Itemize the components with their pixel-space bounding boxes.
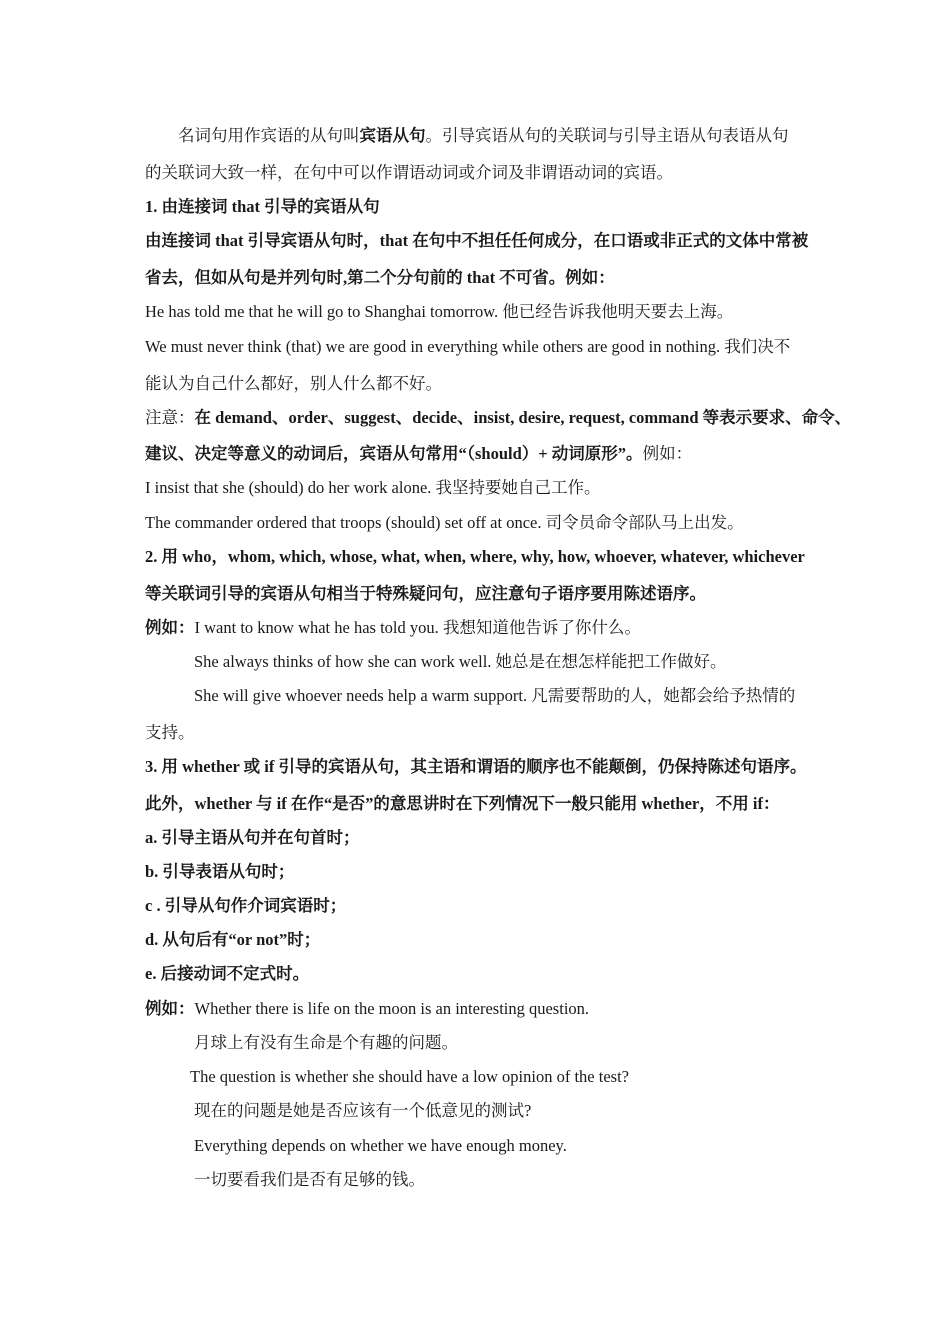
- example-sentence: We must never think (that) we are good in everything while others are good in nothing. 我们决不: [145, 337, 791, 356]
- list-item: c . 引导从句作介词宾语时；: [145, 896, 347, 915]
- example-line: [145, 617, 641, 639]
- example-label: 例如：: [145, 618, 195, 637]
- example-sentence: I want to know what he has told you. 我想知道他告诉了你什么。: [194, 618, 641, 637]
- section-3-heading-line-1: 3. 用 whether 或 if 引导的宾语从句，其主语和谓语的顺序也不能颠倒，仍保持陈述句语序。: [145, 757, 807, 776]
- section-1-heading: 1. 由连接词 that 引导的宾语从句: [145, 197, 380, 216]
- example-sentence: The question is whether she should have a low opinion of the test?: [190, 1067, 629, 1086]
- section-2-heading-line-2: 等关联词引导的宾语从句相当于特殊疑问句，应注意句子语序要用陈述语序。: [145, 584, 706, 603]
- note-text: 在 demand、order、suggest、decide、insist, desire, request, command 等表示要求、命令、: [194, 408, 852, 427]
- term-object-clause: 宾语从句: [359, 126, 426, 145]
- note-text: 例如：: [642, 444, 693, 463]
- note-label: 注意：: [145, 408, 195, 427]
- note-line-2: [145, 443, 692, 465]
- example-sentence: Everything depends on whether we have enough money.: [194, 1136, 567, 1155]
- example-sentence: He has told me that he will go to Shanghai tomorrow. 他已经告诉我他明天要去上海。: [145, 302, 734, 321]
- list-item: b. 引导表语从句时；: [145, 862, 295, 881]
- example-sentence: She always thinks of how she can work well. 她总是在想怎样能把工作做好。: [194, 652, 727, 671]
- example-sentence: 支持。: [145, 723, 195, 742]
- example-sentence: 能认为自己什么都好，别人什么都不好。: [145, 374, 442, 393]
- section-2-heading-line-1: 2. 用 who，whom, which, whose, what, when, where, why, how, whoever, whatever, whichever: [145, 547, 805, 566]
- section-1-rule-line-1: 由连接词 that 引导宾语从句时，that 在句中不担任任何成分，在口语或非正式的文体中常被: [145, 231, 809, 250]
- example-label: 例如：: [145, 999, 195, 1018]
- section-1-rule-line-2: 省去，但如从句是并列句时,第二个分句前的 that 不可省。例如：: [145, 268, 615, 287]
- example-sentence: The commander ordered that troops (should) set off at once. 司令员命令部队马上出发。: [145, 513, 744, 532]
- example-sentence: I insist that she (should) do her work alone. 我坚持要她自己工作。: [145, 478, 601, 497]
- note-text: 建议、决定等意义的动词后，宾语从句常用“（should）+ 动词原形”。: [145, 444, 643, 463]
- example-sentence: She will give whoever needs help a warm support. 凡需要帮助的人，她都会给予热情的: [194, 686, 796, 705]
- example-line: [145, 998, 589, 1020]
- list-item: d. 从句后有“or not”时；: [145, 930, 321, 949]
- example-sentence: Whether there is life on the moon is an interesting question.: [194, 999, 590, 1018]
- list-item: e. 后接动词不定式时。: [145, 964, 310, 983]
- example-translation: 一切要看我们是否有足够的钱。: [194, 1170, 425, 1189]
- example-translation: 月球上有没有生命是个有趣的问题。: [194, 1033, 458, 1052]
- intro-text: 。引导宾语从句的关联词与引导主语从句表语从句: [425, 126, 789, 145]
- intro-line-2: 的关联词大致一样，在句中可以作谓语动词或介词及非谓语动词的宾语。: [145, 163, 673, 182]
- note-line-1: [145, 407, 851, 429]
- intro-line-1: [178, 125, 789, 147]
- section-3-heading-line-2: 此外，whether 与 if 在作“是否”的意思讲时在下列情况下一般只能用 whether，不用 if：: [145, 794, 780, 813]
- example-translation: 现在的问题是她是否应该有一个低意见的测试?: [194, 1101, 532, 1120]
- intro-text: 名词句用作宾语的从句叫: [178, 126, 360, 145]
- list-item: a. 引导主语从句并在句首时；: [145, 828, 360, 847]
